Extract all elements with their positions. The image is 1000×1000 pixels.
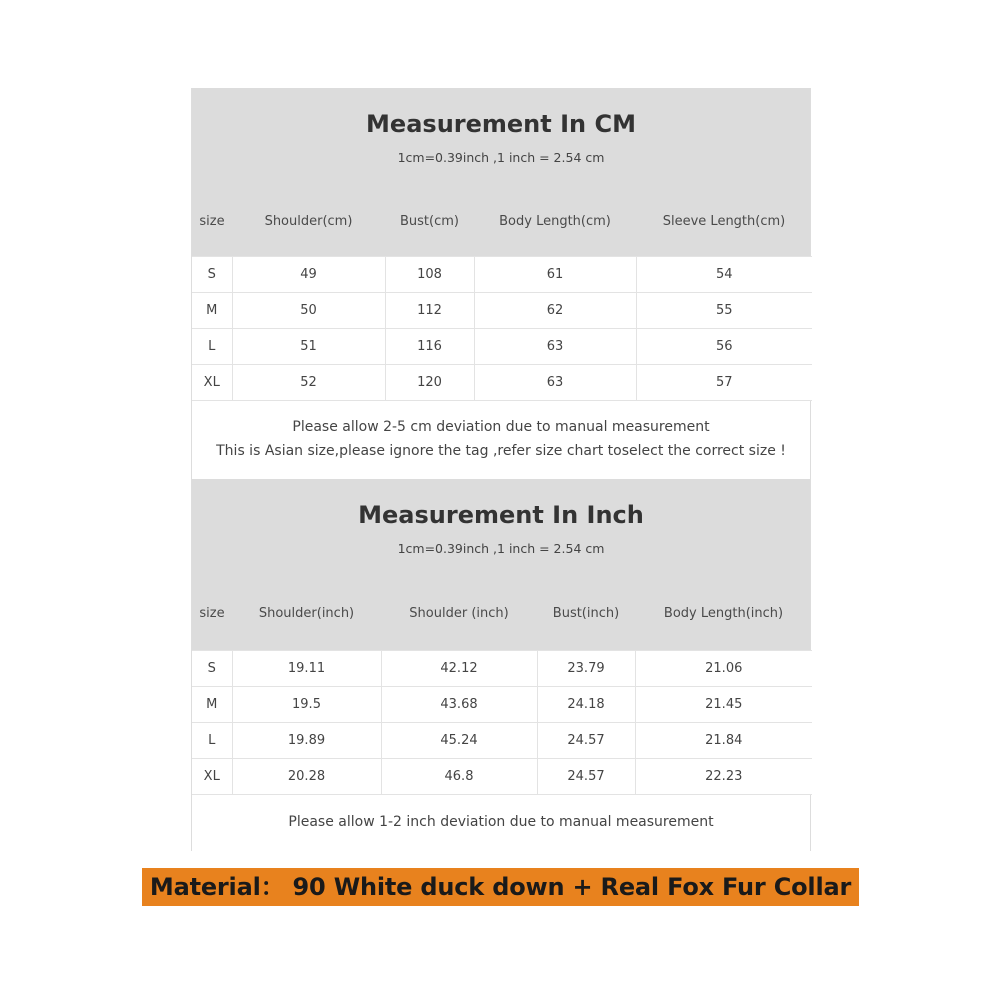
cm-cell: M <box>192 293 232 329</box>
cm-cell: 116 <box>385 329 474 365</box>
cm-cell: 52 <box>232 365 385 401</box>
inch-cell: 24.57 <box>537 759 635 795</box>
material-banner: Material： 90 White duck down + Real Fox Fur Collar <box>142 868 859 906</box>
cm-header-body-length: Body Length(cm) <box>499 214 611 229</box>
size-chart <box>191 88 811 851</box>
cm-note-deviation: Please allow 2-5 cm deviation due to manual measurement <box>292 419 710 435</box>
cm-cell: 50 <box>232 293 385 329</box>
inch-cell: 19.5 <box>232 687 381 723</box>
inch-cell: 22.23 <box>635 759 812 795</box>
cm-cell: 57 <box>636 365 812 401</box>
table-row <box>192 759 812 795</box>
inch-note-deviation: Please allow 1-2 inch deviation due to manual measurement <box>288 814 714 830</box>
inch-cell: 21.06 <box>635 651 812 687</box>
cm-cell: XL <box>192 365 232 401</box>
cm-cell: 49 <box>232 257 385 293</box>
inch-cell: 24.18 <box>537 687 635 723</box>
cm-cell: 112 <box>385 293 474 329</box>
cm-cell: L <box>192 329 232 365</box>
inch-cell: 45.24 <box>381 723 537 759</box>
cm-cell: 56 <box>636 329 812 365</box>
cm-cell: 108 <box>385 257 474 293</box>
table-row <box>192 329 812 365</box>
table-row <box>192 651 812 687</box>
inch-header-bust: Bust(inch) <box>552 606 620 621</box>
table-row <box>192 257 812 293</box>
cm-cell: 54 <box>636 257 812 293</box>
cm-cell: 62 <box>474 293 636 329</box>
inch-cell: S <box>192 651 232 687</box>
cm-table <box>192 256 812 401</box>
inch-header-shoulder-2: Shoulder (inch) <box>409 606 509 621</box>
cm-cell: 63 <box>474 329 636 365</box>
inch-cell: XL <box>192 759 232 795</box>
inch-cell: 21.45 <box>635 687 812 723</box>
inch-cell: L <box>192 723 232 759</box>
inch-cell: 21.84 <box>635 723 812 759</box>
inch-cell: 19.89 <box>232 723 381 759</box>
inch-cell: 19.11 <box>232 651 381 687</box>
cm-cell: S <box>192 257 232 293</box>
cm-header-band <box>192 88 810 256</box>
cm-subtitle: 1cm=0.39inch ,1 inch = 2.54 cm <box>397 150 605 165</box>
inch-cell: 20.28 <box>232 759 381 795</box>
inch-header-size: size <box>199 606 225 621</box>
cm-cell: 55 <box>636 293 812 329</box>
cm-title: Measurement In CM <box>366 110 636 138</box>
inch-cell: 43.68 <box>381 687 537 723</box>
inch-table <box>192 650 812 795</box>
inch-cell: 42.12 <box>381 651 537 687</box>
inch-header-body-length: Body Length(inch) <box>663 606 784 621</box>
inch-subtitle: 1cm=0.39inch ,1 inch = 2.54 cm <box>397 541 605 556</box>
table-row <box>192 293 812 329</box>
cm-header-bust: Bust(cm) <box>400 214 459 229</box>
inch-header-band <box>192 479 810 650</box>
inch-title: Measurement In Inch <box>358 501 644 529</box>
cm-cell: 120 <box>385 365 474 401</box>
table-row <box>192 365 812 401</box>
table-row <box>192 723 812 759</box>
cm-header-size: size <box>199 214 225 229</box>
inch-cell: 24.57 <box>537 723 635 759</box>
cm-note-asian-size: This is Asian size,please ignore the tag ,refer size chart toselect the correct size ! <box>216 443 786 459</box>
cm-cell: 51 <box>232 329 385 365</box>
cm-cell: 61 <box>474 257 636 293</box>
cm-cell: 63 <box>474 365 636 401</box>
inch-cell: 46.8 <box>381 759 537 795</box>
inch-cell: 23.79 <box>537 651 635 687</box>
inch-cell: M <box>192 687 232 723</box>
table-row <box>192 687 812 723</box>
cm-header-sleeve-length: Sleeve Length(cm) <box>662 214 786 229</box>
cm-header-shoulder: Shoulder(cm) <box>264 214 353 229</box>
inch-header-shoulder: Shoulder(inch) <box>258 606 355 621</box>
